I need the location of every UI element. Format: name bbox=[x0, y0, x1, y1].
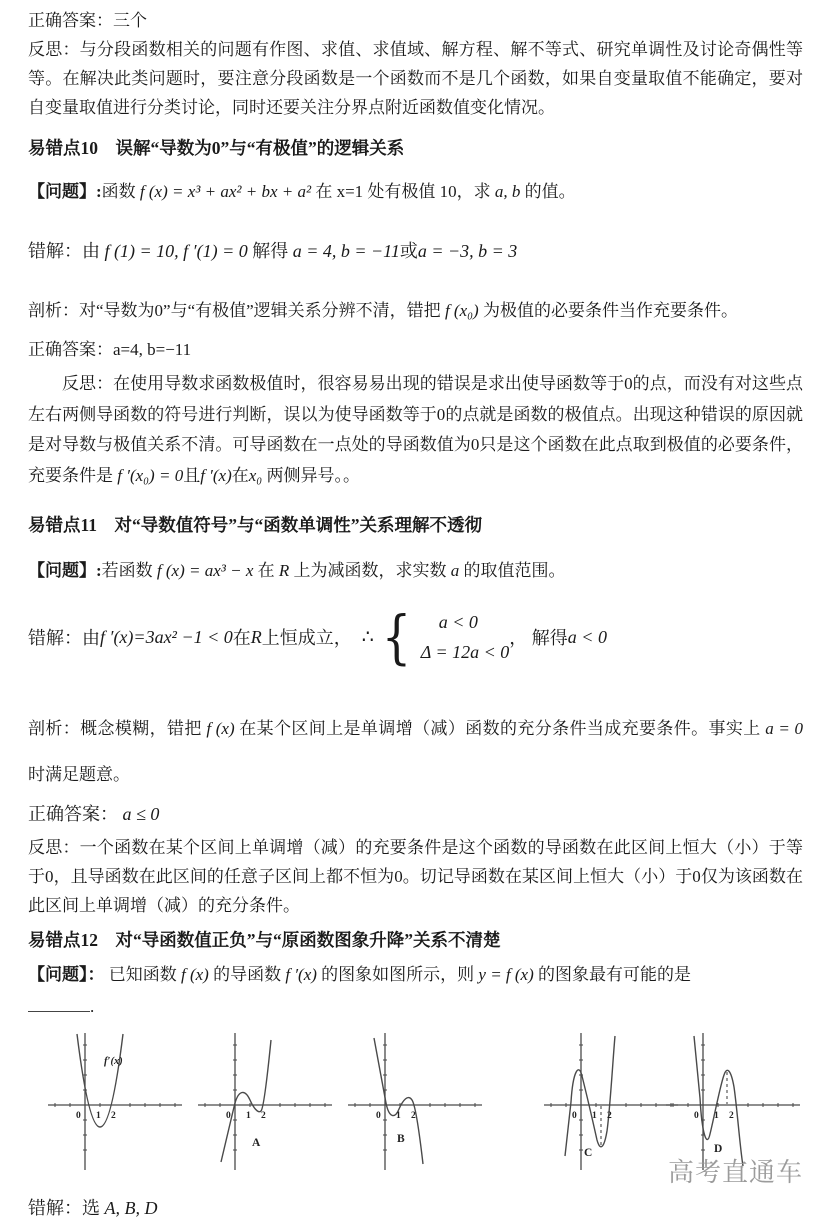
answer-text: 正确答案： bbox=[28, 804, 123, 824]
problem-text: 的值。 bbox=[520, 182, 576, 201]
option-label-d: D bbox=[714, 1143, 723, 1155]
tick-label-2: 2 bbox=[261, 1111, 266, 1121]
watermark-text: 高考直通车 bbox=[667, 1158, 803, 1187]
math-expression: f (x) bbox=[206, 719, 235, 738]
math-expression: f ′(x₀) = 0 bbox=[117, 465, 184, 485]
math-expression: a = 4, b = −11 bbox=[292, 241, 400, 261]
tick-label-0: 0 bbox=[694, 1111, 699, 1121]
problem-text: 在 x=1 处有极值 10，求 bbox=[311, 182, 495, 201]
problem-text: 在 bbox=[253, 561, 279, 580]
math-expression: f (x) bbox=[181, 965, 209, 984]
tick-label-1: 1 bbox=[396, 1111, 401, 1121]
cubic-curve bbox=[221, 1040, 271, 1162]
intro-reflection-paragraph bbox=[28, 35, 803, 122]
tick-label-0: 0 bbox=[76, 1111, 81, 1121]
tick-label-2: 2 bbox=[607, 1111, 612, 1121]
axis-ticks bbox=[551, 1045, 671, 1150]
wrong-text: ， 解得 bbox=[509, 628, 568, 648]
tick-label-1: 1 bbox=[96, 1111, 101, 1121]
therefore-symbol: ∴ bbox=[361, 626, 374, 648]
equation-system bbox=[378, 603, 510, 671]
answer-blank-line bbox=[28, 994, 803, 1020]
graph-panel-option-b bbox=[340, 1030, 490, 1172]
point10-wrong-solution-line bbox=[28, 234, 803, 268]
problem-text: 的图象如图所示，则 bbox=[316, 965, 479, 984]
wrong-text: 错解：由 bbox=[28, 241, 105, 261]
intro-answer-text: 正确答案：三个 bbox=[28, 11, 147, 30]
answer-text: 正确答案：a=4, b=−11 bbox=[28, 340, 192, 359]
point11-answer-line bbox=[28, 800, 803, 829]
math-expression: f ′(x) bbox=[285, 965, 317, 984]
point11-analysis-paragraph bbox=[28, 706, 803, 798]
problem-text: 的图象最有可能的是 bbox=[533, 965, 692, 984]
derivative-graphs-row bbox=[40, 1030, 803, 1172]
problem-text: 函数 bbox=[101, 182, 140, 201]
blank-period: . bbox=[90, 997, 95, 1016]
point10-reflection-paragraph bbox=[28, 369, 803, 491]
problem-label: 【问题】： bbox=[28, 965, 105, 984]
tick-label-2: 2 bbox=[411, 1111, 416, 1121]
math-expression: A, B, D bbox=[104, 1198, 158, 1218]
math-expression: a = 0 bbox=[765, 719, 804, 738]
math-expression: f (x) = ax³ − x bbox=[156, 561, 254, 580]
point10-analysis-paragraph bbox=[28, 288, 803, 334]
section-heading-point10 bbox=[28, 135, 803, 161]
math-expression: x₀ bbox=[248, 465, 263, 485]
analysis-text: 为极值的必要条件当作充要条件。 bbox=[478, 301, 738, 320]
graph-panel-option-d bbox=[658, 1030, 808, 1172]
point11-wrong-solution-line bbox=[28, 604, 803, 670]
analysis-text: 剖析：对“导数为0”与“有极值”逻辑关系分辨不清，错把 bbox=[28, 301, 445, 320]
cubic-curve bbox=[565, 1036, 615, 1156]
curve-label-fprime: f′(x) bbox=[104, 1056, 123, 1067]
tick-label-2: 2 bbox=[111, 1111, 116, 1121]
tick-label-0: 0 bbox=[376, 1111, 381, 1121]
axis-ticks bbox=[673, 1045, 793, 1150]
math-expression: f (x) = x³ + ax² + bx + a² bbox=[139, 182, 312, 201]
system-cases bbox=[415, 607, 510, 667]
wrong-text: 错解：选 bbox=[28, 1198, 105, 1218]
heading-text: 易错点10 误解“导数为0”与“有极值”的逻辑关系 bbox=[28, 138, 405, 158]
axis-ticks bbox=[205, 1045, 325, 1150]
point11-problem-line bbox=[28, 554, 803, 588]
reflection-text: 且 bbox=[183, 465, 201, 485]
wrong-text: 解得 bbox=[247, 241, 293, 261]
math-expression: f (x₀) bbox=[444, 301, 479, 320]
reflection-text: 两侧异号。。 bbox=[262, 465, 360, 485]
option-label-a: A bbox=[252, 1137, 261, 1149]
heading-text: 易错点11 对“导数值符号”与“函数单调性”关系理解不透彻 bbox=[28, 515, 483, 535]
math-expression: a bbox=[450, 561, 460, 580]
problem-text: 的导函数 bbox=[208, 965, 286, 984]
wrong-text: 在 bbox=[232, 628, 251, 648]
tick-label-0: 0 bbox=[226, 1111, 231, 1121]
point11-reflection-paragraph bbox=[28, 833, 803, 920]
section-heading-point11 bbox=[28, 512, 803, 538]
option-label-c: C bbox=[584, 1147, 593, 1159]
blank-underline bbox=[28, 997, 90, 1012]
math-expression: a < 0 bbox=[567, 626, 607, 647]
cubic-curve bbox=[374, 1038, 423, 1164]
point12-problem-line bbox=[28, 958, 803, 992]
analysis-text: 时满足题意。 bbox=[28, 765, 130, 784]
intro-reflection-text: 反思：与分段函数相关的问题有作图、求值、求值域、解方程、解不等式、研究单调性及讨论奇偶性等等。在解决此类问题时，要注意分段函数是一个函数而不是几个函数，如果自变量取值不能确定，要对自变量取值进行分类讨论，同时还要关注分界点附近函数值变化情况。 bbox=[28, 40, 803, 117]
case-1: a < 0 bbox=[438, 612, 478, 632]
wrong-text: 或 bbox=[399, 241, 418, 261]
tick-label-0: 0 bbox=[572, 1111, 577, 1121]
point10-answer-line bbox=[28, 335, 803, 364]
math-expression: R bbox=[250, 626, 262, 647]
wrong-text: 错解：由 bbox=[28, 628, 100, 648]
math-expression: a = −3, b = 3 bbox=[417, 241, 518, 261]
heading-text: 易错点12 对“导函数值正负”与“原函数图象升降”关系不清楚 bbox=[28, 930, 501, 950]
problem-text: 已知函数 bbox=[104, 965, 181, 984]
option-label-b: B bbox=[397, 1133, 405, 1145]
tick-label-1: 1 bbox=[592, 1111, 597, 1121]
reflection-text: 反思：一个函数在某个区间上单调增（减）的充要条件是这个函数的导函数在此区间上恒大（小）于等于0，且导函数在此区间的任意子区间上都不恒为0。切记导函数在某区间上恒大（小）于0仅为该函数在此区间上单调增（减）的充分条件。 bbox=[28, 838, 803, 915]
math-expression: R bbox=[278, 561, 290, 580]
intro-answer-line bbox=[28, 6, 803, 35]
graph-panel-option-a bbox=[190, 1030, 340, 1172]
left-brace-symbol: { bbox=[381, 603, 412, 671]
tick-label-1: 1 bbox=[246, 1111, 251, 1121]
problem-label: 【问题】: bbox=[28, 182, 102, 201]
tick-label-2: 2 bbox=[729, 1111, 734, 1121]
graph-panel-fprime bbox=[40, 1030, 190, 1172]
math-expression: y = f (x) bbox=[478, 965, 534, 984]
axis-ticks bbox=[355, 1045, 475, 1150]
section-heading-point12 bbox=[28, 927, 803, 953]
tick-label-1: 1 bbox=[714, 1111, 719, 1121]
wrong-text: 上恒成立， bbox=[261, 628, 352, 648]
math-expression: f ′(x)=3ax² −1 < 0 bbox=[100, 626, 233, 647]
point10-problem-line bbox=[28, 175, 803, 209]
reflection-text: 反思：在使用导数求函数极值时，很容易易出现的错误是求出使导函数等于0的点，而没有对这些点左右两侧导函数的符号进行判断，误以为使导函数等于0的点就是函数的极值点。出现这种错误的原因就是对导数与极值关系不清。可导函数在一点处的导函数值为0只是这个函数在此点取到极值的必要条件，充要条件是 bbox=[28, 374, 803, 485]
analysis-text: 剖析：概念模糊，错把 bbox=[28, 719, 207, 738]
case-2: Δ = 12a < 0 bbox=[420, 642, 510, 662]
reflection-text: 在 bbox=[231, 465, 249, 485]
problem-label: 【问题】: bbox=[28, 561, 102, 580]
math-expression: a, b bbox=[494, 182, 521, 201]
math-expression: f (1) = 10, f ′(1) = 0 bbox=[104, 241, 248, 261]
problem-text: 的取值范围。 bbox=[459, 561, 566, 580]
math-expression: f ′(x) bbox=[200, 465, 232, 485]
problem-text: 上为减函数，求实数 bbox=[289, 561, 451, 580]
math-expression: a ≤ 0 bbox=[122, 804, 160, 824]
analysis-text: 在某个区间上是单调增（减）函数的充分条件当成充要条件。事实上 bbox=[234, 719, 766, 738]
problem-text: 若函数 bbox=[101, 561, 157, 580]
